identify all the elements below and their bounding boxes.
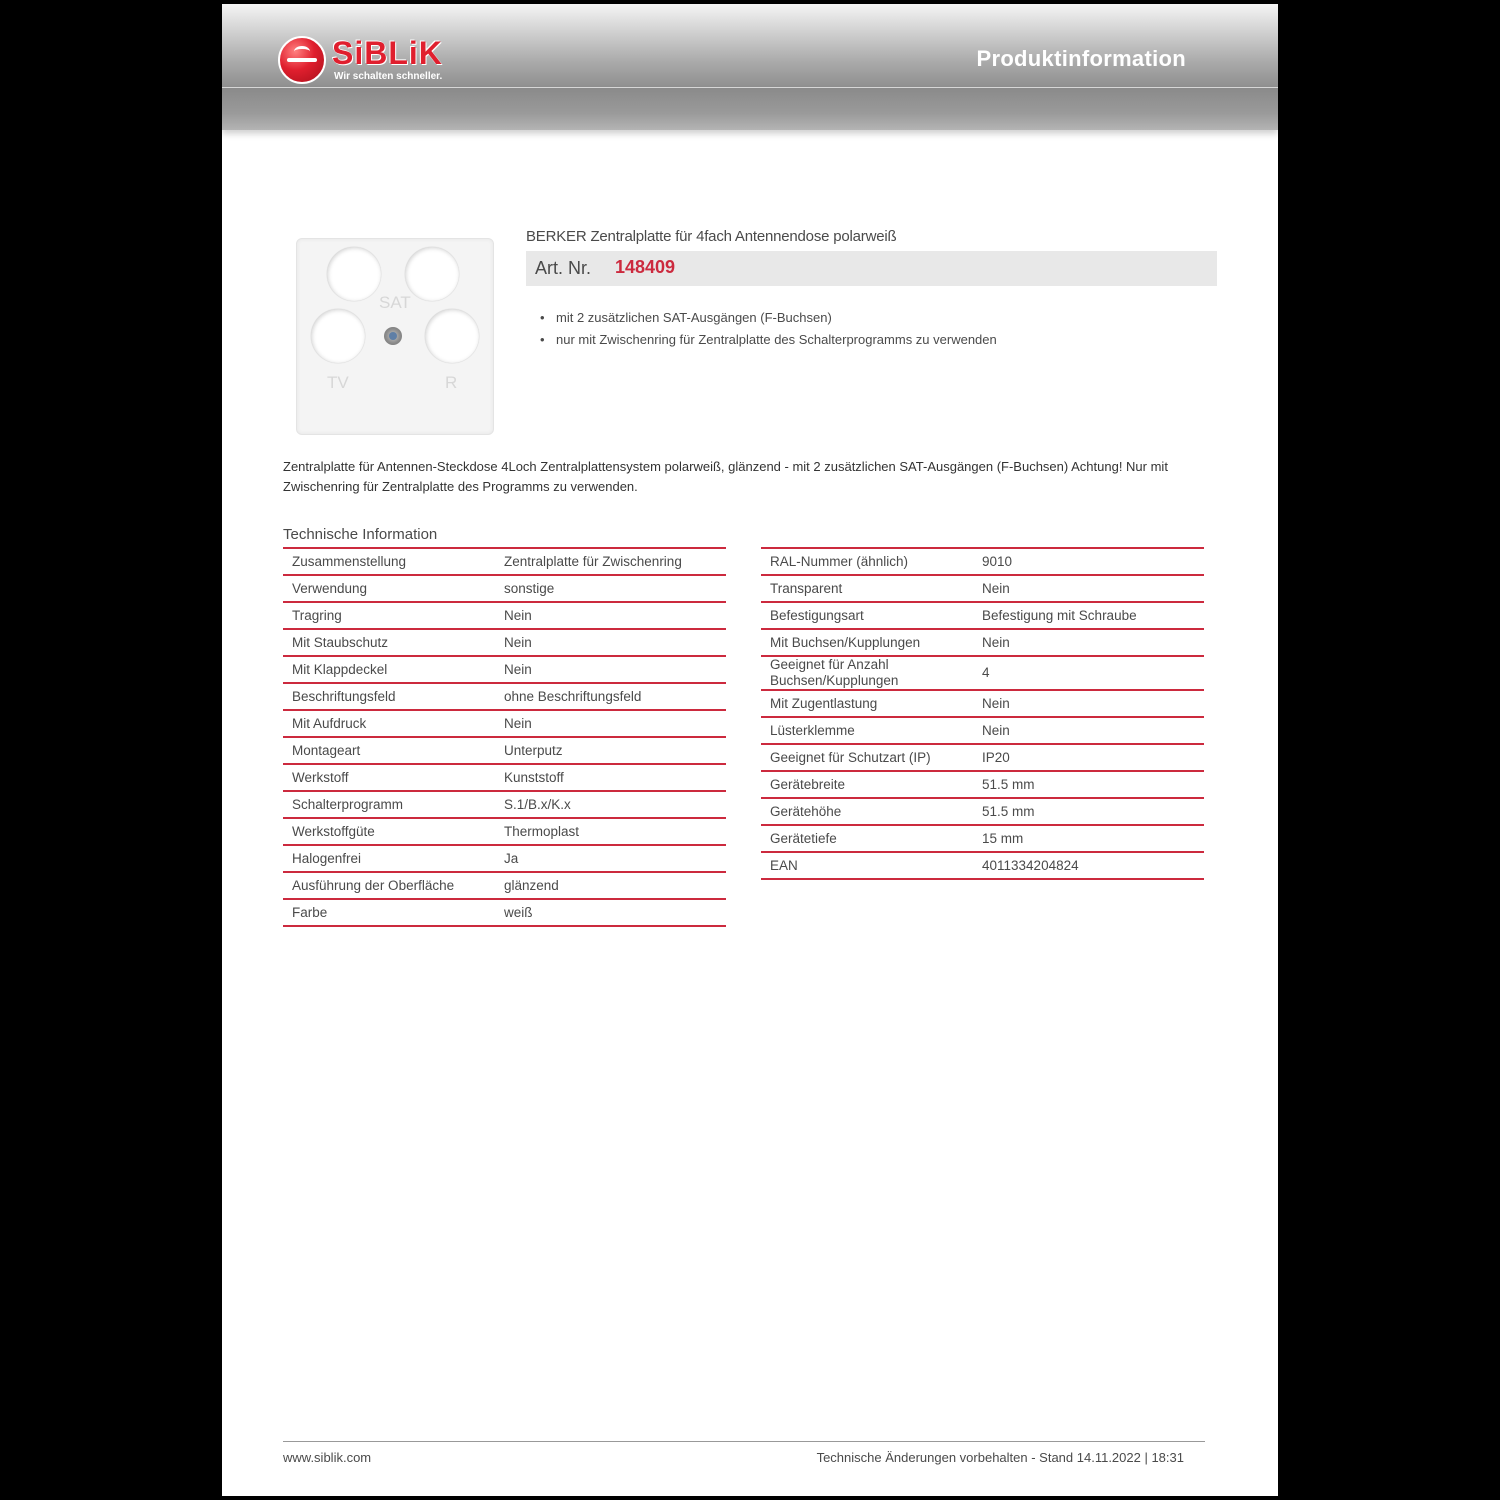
spec-value: sonstige <box>504 581 555 596</box>
product-sheet <box>222 4 1278 1496</box>
spec-row <box>761 657 1204 691</box>
article-number-bar <box>526 251 1217 286</box>
spec-value: 9010 <box>982 554 1013 569</box>
spec-key: Halogenfrei <box>292 851 362 866</box>
siblik-logo <box>278 36 478 86</box>
spec-value: 51.5 mm <box>982 777 1035 792</box>
spec-value: Befestigung mit Schraube <box>982 608 1137 623</box>
spec-key: Farbe <box>292 905 328 920</box>
spec-value: Ja <box>504 851 519 866</box>
spec-row <box>761 691 1204 718</box>
spec-key: Gerätehöhe <box>770 804 842 819</box>
feature-item: • mit 2 zusätzlichen SAT-Ausgängen (F-Buchsen) <box>540 307 997 329</box>
spec-key: Geeignet für Anzahl Buchsen/Kupplungen <box>770 657 899 688</box>
spec-key: Transparent <box>770 581 843 596</box>
plate-label-r: R <box>445 373 458 392</box>
spec-row <box>283 792 726 819</box>
spec-key: Mit Aufdruck <box>292 716 367 731</box>
feature-list <box>540 307 997 351</box>
spec-value: Nein <box>504 716 532 731</box>
spec-value: Nein <box>504 635 532 650</box>
logo-tagline: Wir schalten schneller. <box>334 71 443 82</box>
socket-hole-top-left <box>327 247 381 301</box>
spec-row <box>283 549 726 576</box>
spec-value: Thermoplast <box>504 824 580 839</box>
spec-row <box>761 826 1204 853</box>
spec-key: Mit Staubschutz <box>292 635 389 650</box>
footer-note: Technische Änderungen vorbehalten - Stand 14.11.2022 | 18:31 <box>816 1450 1184 1465</box>
spec-row <box>761 799 1204 826</box>
spec-key: Mit Zugentlastung <box>770 696 878 711</box>
spec-key: Werkstoffgüte <box>292 824 375 839</box>
socket-hole-top-right <box>405 247 459 301</box>
spec-key: EAN <box>770 858 798 873</box>
spec-key: Beschriftungsfeld <box>292 689 396 704</box>
spec-key: Ausführung der Oberfläche <box>292 878 455 893</box>
spec-row <box>283 819 726 846</box>
spec-value: Nein <box>982 581 1010 596</box>
spec-key: Zusammenstellung <box>292 554 407 569</box>
spec-row <box>283 657 726 684</box>
spec-key: Werkstoff <box>292 770 349 785</box>
spec-key: RAL-Nummer (ähnlich) <box>770 554 909 569</box>
spec-value: 51.5 mm <box>982 804 1035 819</box>
header-band <box>222 88 1278 130</box>
feature-item: • nur mit Zwischenring für Zentralplatte des Schalterprogramms zu verwenden <box>540 329 997 351</box>
product-title: BERKER Zentralplatte für 4fach Antennendose polarweiß <box>526 228 897 245</box>
spec-row <box>283 603 726 630</box>
logo-ball-icon <box>278 36 326 84</box>
spec-value: Zentralplatte für Zwischenring <box>504 554 682 569</box>
header-title: Produktinformation <box>976 46 1186 71</box>
spec-key: Montageart <box>292 743 361 758</box>
spec-value: Nein <box>504 608 532 623</box>
plate-label-tv: TV <box>327 373 349 392</box>
tech-info-heading: Technische Information <box>283 526 438 543</box>
logo-brand-name: SiBLiK <box>332 35 443 71</box>
spec-key: Tragring <box>292 608 342 623</box>
socket-hole-bottom-left <box>311 309 365 363</box>
spec-value: IP20 <box>982 750 1010 765</box>
spec-key: Mit Buchsen/Kupplungen <box>770 635 921 650</box>
article-number-value: 148409 <box>615 257 676 277</box>
spec-row <box>761 576 1204 603</box>
spec-value: 4 <box>982 665 990 680</box>
spec-value: 15 mm <box>982 831 1024 846</box>
spec-row <box>283 630 726 657</box>
spec-key: Lüsterklemme <box>770 723 855 738</box>
spec-row <box>761 603 1204 630</box>
footer-divider <box>283 1441 1205 1442</box>
spec-table-right <box>761 547 1204 880</box>
spec-key: Mit Klappdeckel <box>292 662 388 677</box>
footer-website: www.siblik.com <box>283 1450 372 1465</box>
spec-table-left <box>283 547 726 927</box>
spec-value: S.1/B.x/K.x <box>504 797 571 812</box>
spec-key: Verwendung <box>292 581 368 596</box>
spec-value: 4011334204824 <box>982 858 1079 873</box>
spec-row <box>761 718 1204 745</box>
article-number-label: Art. Nr. <box>535 258 592 278</box>
spec-key: Gerätebreite <box>770 777 846 792</box>
spec-key: Schalterprogramm <box>292 797 404 812</box>
plate-label-sat: SAT <box>379 293 411 312</box>
spec-key: Befestigungsart <box>770 608 864 623</box>
spec-value: Nein <box>982 723 1010 738</box>
spec-value: Kunststoff <box>504 770 564 785</box>
spec-row <box>761 745 1204 772</box>
spec-row <box>283 711 726 738</box>
screw-icon <box>384 327 402 345</box>
spec-row <box>761 630 1204 657</box>
product-description: Zentralplatte für Antennen-Steckdose 4Loch Zentralplattensystem polarweiß, glänzend - mit 2 zusätzlichen SAT-Ausgängen (F-Buchsen) Achtung! Nur mit Zwischenring für Zentralplatte des Programms zu verwenden. <box>283 459 1168 494</box>
spec-value: weiß <box>504 905 533 920</box>
spec-row <box>761 549 1204 576</box>
spec-row <box>283 576 726 603</box>
page-header <box>222 4 1278 88</box>
socket-hole-bottom-right <box>425 309 479 363</box>
spec-value: Unterputz <box>504 743 563 758</box>
spec-row <box>761 772 1204 799</box>
spec-row <box>283 738 726 765</box>
spec-row <box>761 853 1204 880</box>
spec-row <box>283 846 726 873</box>
spec-row <box>283 873 726 900</box>
spec-row <box>283 900 726 927</box>
spec-row <box>283 684 726 711</box>
spec-key: Gerätetiefe <box>770 831 837 846</box>
spec-value: Nein <box>982 635 1010 650</box>
product-image <box>296 238 494 435</box>
spec-value: Nein <box>982 696 1010 711</box>
spec-value: ohne Beschriftungsfeld <box>504 689 642 704</box>
spec-row <box>283 765 726 792</box>
spec-key: Geeignet für Schutzart (IP) <box>770 750 931 765</box>
spec-value: glänzend <box>504 878 559 893</box>
spec-value: Nein <box>504 662 532 677</box>
